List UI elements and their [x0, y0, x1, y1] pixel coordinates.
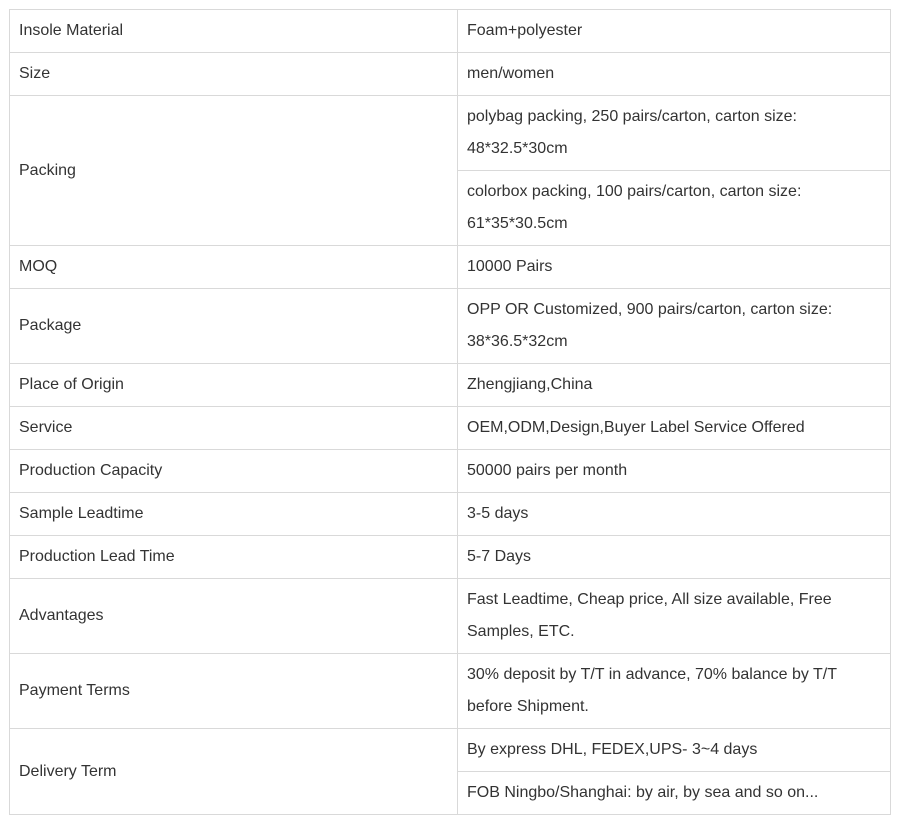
spec-value: 3-5 days — [458, 493, 891, 536]
table-row — [10, 53, 891, 96]
table-row — [10, 654, 891, 729]
spec-value: OPP OR Customized, 900 pairs/carton, carton size: 38*36.5*32cm — [458, 289, 891, 364]
spec-label: Sample Leadtime — [10, 493, 458, 536]
table-row — [10, 493, 891, 536]
spec-label: Insole Material — [10, 10, 458, 53]
spec-value: OEM,ODM,Design,Buyer Label Service Offered — [458, 407, 891, 450]
spec-value: 5-7 Days — [458, 536, 891, 579]
spec-label: Production Lead Time — [10, 536, 458, 579]
spec-value: Foam+polyester — [458, 10, 891, 53]
table-row — [10, 289, 891, 364]
table-row — [10, 729, 891, 772]
spec-label: Production Capacity — [10, 450, 458, 493]
spec-value: 50000 pairs per month — [458, 450, 891, 493]
spec-value: 10000 Pairs — [458, 246, 891, 289]
spec-label: Package — [10, 289, 458, 364]
spec-label: Service — [10, 407, 458, 450]
spec-label: Delivery Term — [10, 729, 458, 815]
spec-value: Fast Leadtime, Cheap price, All size available, Free Samples, ETC. — [458, 579, 891, 654]
spec-value: Zhengjiang,China — [458, 364, 891, 407]
spec-label: Payment Terms — [10, 654, 458, 729]
table-row — [10, 246, 891, 289]
spec-label: Packing — [10, 96, 458, 246]
spec-value: 30% deposit by T/T in advance, 70% balance by T/T before Shipment. — [458, 654, 891, 729]
spec-value: men/women — [458, 53, 891, 96]
table-row — [10, 579, 891, 654]
spec-label: Size — [10, 53, 458, 96]
spec-value: FOB Ningbo/Shanghai: by air, by sea and so on... — [458, 772, 891, 815]
spec-value: By express DHL, FEDEX,UPS- 3~4 days — [458, 729, 891, 772]
table-row — [10, 96, 891, 171]
product-spec-table — [9, 9, 891, 815]
table-row — [10, 450, 891, 493]
spec-label: Place of Origin — [10, 364, 458, 407]
table-row — [10, 364, 891, 407]
table-row — [10, 407, 891, 450]
table-row — [10, 536, 891, 579]
spec-label: MOQ — [10, 246, 458, 289]
spec-value: polybag packing, 250 pairs/carton, carton size: 48*32.5*30cm — [458, 96, 891, 171]
table-row — [10, 10, 891, 53]
spec-value: colorbox packing, 100 pairs/carton, carton size: 61*35*30.5cm — [458, 171, 891, 246]
spec-label: Advantages — [10, 579, 458, 654]
